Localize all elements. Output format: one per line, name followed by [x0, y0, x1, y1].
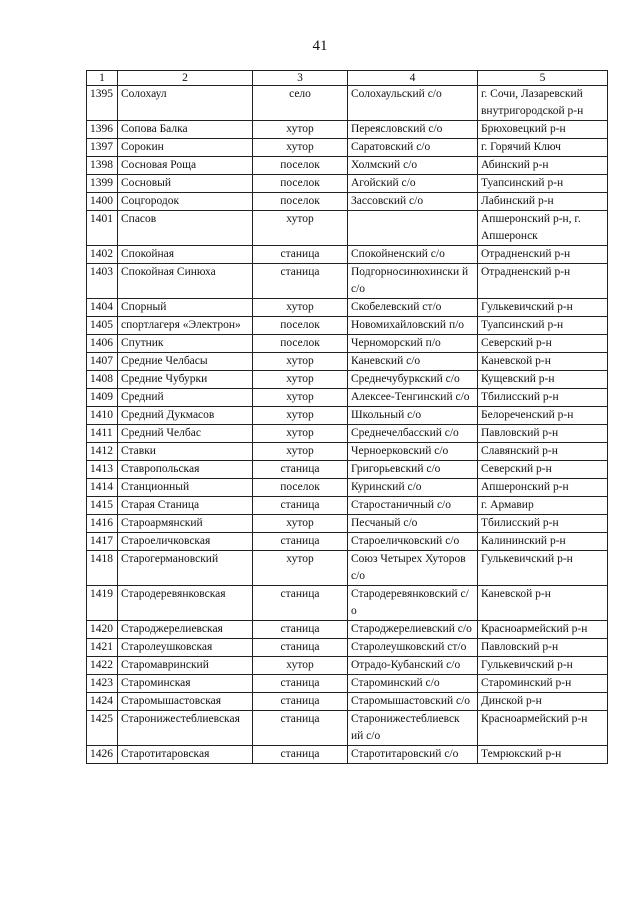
settlement-name-cell: Старотитаровская — [118, 746, 253, 764]
row-number-cell: 1403 — [87, 264, 118, 299]
district-cell: Туапсинский р-н — [478, 317, 608, 335]
settlement-type-cell: станица — [253, 693, 348, 711]
settlement-name-cell: Спорный — [118, 299, 253, 317]
table-row — [87, 139, 608, 157]
settlement-type-cell: хутор — [253, 425, 348, 443]
settlement-type-cell: поселок — [253, 157, 348, 175]
row-number-cell: 1411 — [87, 425, 118, 443]
page-number: 41 — [312, 38, 328, 54]
settlement-name-cell: Спокойная — [118, 246, 253, 264]
district-cell: Гулькевичский р-н — [478, 299, 608, 317]
row-number-cell: 1406 — [87, 335, 118, 353]
district-cell: Павловский р-н — [478, 425, 608, 443]
district-cell: Северский р-н — [478, 461, 608, 479]
settlement-name-cell: Старомышастовская — [118, 693, 253, 711]
row-number-cell: 1399 — [87, 175, 118, 193]
row-number-cell: 1405 — [87, 317, 118, 335]
settlement-name-cell: Спутник — [118, 335, 253, 353]
district-cell: Брюховецкий р-н — [478, 121, 608, 139]
district-cell: Староминский р-н — [478, 675, 608, 693]
settlement-type-cell: станица — [253, 746, 348, 764]
settlement-name-cell: Спасов — [118, 211, 253, 246]
council-cell: Григорьевский с/о — [348, 461, 478, 479]
row-number-cell: 1425 — [87, 711, 118, 746]
district-cell: Кущевский р-н — [478, 371, 608, 389]
district-cell: Тбилисский р-н — [478, 515, 608, 533]
settlement-name-cell: Старолеушковская — [118, 639, 253, 657]
settlement-type-cell: поселок — [253, 193, 348, 211]
district-cell: Туапсинский р-н — [478, 175, 608, 193]
row-number-cell: 1400 — [87, 193, 118, 211]
table-row — [87, 657, 608, 675]
table-row — [87, 353, 608, 371]
council-cell: Старонижестеблиевск ий с/о — [348, 711, 478, 746]
table-row — [87, 264, 608, 299]
table-row — [87, 157, 608, 175]
district-cell: Гулькевичский р-н — [478, 657, 608, 675]
row-number-cell: 1408 — [87, 371, 118, 389]
row-number-cell: 1410 — [87, 407, 118, 425]
council-cell: Подгорносинюхински й с/о — [348, 264, 478, 299]
district-cell: Каневской р-н — [478, 353, 608, 371]
settlement-name-cell: Сорокин — [118, 139, 253, 157]
row-number-cell: 1420 — [87, 621, 118, 639]
council-cell: Саратовский с/о — [348, 139, 478, 157]
table-row — [87, 551, 608, 586]
table-row — [87, 711, 608, 746]
settlement-name-cell: Староминская — [118, 675, 253, 693]
council-cell: Черноморский п/о — [348, 335, 478, 353]
row-number-cell: 1409 — [87, 389, 118, 407]
table-row — [87, 693, 608, 711]
council-cell: Переясловский с/о — [348, 121, 478, 139]
settlement-type-cell: станица — [253, 639, 348, 657]
district-cell: г. Армавир — [478, 497, 608, 515]
council-cell: Агойский с/о — [348, 175, 478, 193]
council-cell: Старомышастовский с/о — [348, 693, 478, 711]
column-header: 5 — [478, 71, 608, 86]
district-cell: Калининский р-н — [478, 533, 608, 551]
council-cell: Спокойненский с/о — [348, 246, 478, 264]
council-cell: Староминский с/о — [348, 675, 478, 693]
settlement-name-cell: Средние Чубурки — [118, 371, 253, 389]
district-cell: Абинский р-н — [478, 157, 608, 175]
table-row — [87, 175, 608, 193]
settlement-type-cell: хутор — [253, 389, 348, 407]
settlements-table — [86, 70, 608, 764]
row-number-cell: 1407 — [87, 353, 118, 371]
table-row — [87, 389, 608, 407]
district-cell: Красноармейский р-н — [478, 621, 608, 639]
settlement-type-cell: станица — [253, 533, 348, 551]
table-row — [87, 193, 608, 211]
settlement-type-cell: станица — [253, 497, 348, 515]
row-number-cell: 1419 — [87, 586, 118, 621]
settlement-name-cell: Сосновая Роща — [118, 157, 253, 175]
council-cell: Союз Четырех Хуторов с/о — [348, 551, 478, 586]
settlement-name-cell: Средний Дукмасов — [118, 407, 253, 425]
council-cell: Староджерелиевский с/о — [348, 621, 478, 639]
settlement-name-cell: Ставки — [118, 443, 253, 461]
table-row — [87, 639, 608, 657]
settlement-name-cell: Сопова Балка — [118, 121, 253, 139]
table-row — [87, 746, 608, 764]
council-cell: Черноерковский с/о — [348, 443, 478, 461]
table-row — [87, 211, 608, 246]
settlement-type-cell: поселок — [253, 479, 348, 497]
council-cell: Староеличковский с/о — [348, 533, 478, 551]
district-cell: Динской р-н — [478, 693, 608, 711]
settlement-name-cell: Староджерелиевская — [118, 621, 253, 639]
settlement-type-cell: хутор — [253, 121, 348, 139]
settlement-name-cell: Старонижестеблиевская — [118, 711, 253, 746]
settlement-type-cell: село — [253, 86, 348, 121]
settlement-type-cell: хутор — [253, 211, 348, 246]
district-cell: Павловский р-н — [478, 639, 608, 657]
council-cell: Холмский с/о — [348, 157, 478, 175]
row-number-cell: 1402 — [87, 246, 118, 264]
table-row — [87, 675, 608, 693]
table-row — [87, 533, 608, 551]
row-number-cell: 1415 — [87, 497, 118, 515]
settlement-type-cell: хутор — [253, 443, 348, 461]
district-cell: Лабинский р-н — [478, 193, 608, 211]
row-number-cell: 1404 — [87, 299, 118, 317]
settlement-type-cell: поселок — [253, 335, 348, 353]
district-cell: Отрадненский р-н — [478, 264, 608, 299]
council-cell: Алексее-Тенгинский с/о — [348, 389, 478, 407]
settlement-name-cell: Старая Станица — [118, 497, 253, 515]
column-header: 1 — [87, 71, 118, 86]
settlement-type-cell: станица — [253, 675, 348, 693]
settlement-name-cell: Старогермановский — [118, 551, 253, 586]
district-cell: Каневской р-н — [478, 586, 608, 621]
table-row — [87, 443, 608, 461]
table-row — [87, 479, 608, 497]
council-cell: Среднечубуркский с/о — [348, 371, 478, 389]
row-number-cell: 1414 — [87, 479, 118, 497]
settlement-name-cell: Староармянский — [118, 515, 253, 533]
row-number-cell: 1401 — [87, 211, 118, 246]
settlement-name-cell: Сосновый — [118, 175, 253, 193]
table-row — [87, 461, 608, 479]
settlement-type-cell: хутор — [253, 353, 348, 371]
row-number-cell: 1416 — [87, 515, 118, 533]
row-number-cell: 1422 — [87, 657, 118, 675]
settlement-name-cell: спортлагеря «Электрон» — [118, 317, 253, 335]
row-number-cell: 1423 — [87, 675, 118, 693]
settlement-type-cell: хутор — [253, 551, 348, 586]
settlement-type-cell: хутор — [253, 407, 348, 425]
district-cell: Красноармейский р-н — [478, 711, 608, 746]
district-cell: г. Сочи, Лазаревский внутригородской р-н — [478, 86, 608, 121]
settlement-type-cell: станица — [253, 621, 348, 639]
table-row — [87, 371, 608, 389]
council-cell: Школьный с/о — [348, 407, 478, 425]
settlement-type-cell: станица — [253, 586, 348, 621]
settlement-type-cell: хутор — [253, 515, 348, 533]
council-cell: Каневский с/о — [348, 353, 478, 371]
table-row — [87, 299, 608, 317]
settlement-name-cell: Староеличковская — [118, 533, 253, 551]
settlement-name-cell: Средний — [118, 389, 253, 407]
settlement-name-cell: Средние Челбасы — [118, 353, 253, 371]
table-header-row — [87, 71, 608, 86]
settlement-name-cell: Солохаул — [118, 86, 253, 121]
settlement-type-cell: станица — [253, 264, 348, 299]
row-number-cell: 1424 — [87, 693, 118, 711]
table-row — [87, 621, 608, 639]
council-cell: Старотитаровский с/о — [348, 746, 478, 764]
council-cell: Новомихайловский п/о — [348, 317, 478, 335]
row-number-cell: 1413 — [87, 461, 118, 479]
table-row — [87, 335, 608, 353]
council-cell: Зассовский с/о — [348, 193, 478, 211]
row-number-cell: 1421 — [87, 639, 118, 657]
council-cell — [348, 211, 478, 246]
settlement-type-cell: хутор — [253, 657, 348, 675]
settlement-name-cell: Станционный — [118, 479, 253, 497]
district-cell: Темрюкский р-н — [478, 746, 608, 764]
district-cell: Апшеронский р-н — [478, 479, 608, 497]
settlement-type-cell: хутор — [253, 139, 348, 157]
table-row — [87, 407, 608, 425]
column-header: 4 — [348, 71, 478, 86]
district-cell: Северский р-н — [478, 335, 608, 353]
table-body — [87, 86, 608, 764]
district-cell: Тбилисский р-н — [478, 389, 608, 407]
settlement-name-cell: Соцгородок — [118, 193, 253, 211]
settlement-type-cell: станица — [253, 461, 348, 479]
row-number-cell: 1398 — [87, 157, 118, 175]
settlement-name-cell: Стародеревянковская — [118, 586, 253, 621]
column-header: 3 — [253, 71, 348, 86]
council-cell: Скобелевский ст/о — [348, 299, 478, 317]
settlement-type-cell: поселок — [253, 175, 348, 193]
district-cell: Славянский р-н — [478, 443, 608, 461]
row-number-cell: 1417 — [87, 533, 118, 551]
settlement-type-cell: поселок — [253, 317, 348, 335]
settlement-name-cell: Старомавринский — [118, 657, 253, 675]
table-row — [87, 497, 608, 515]
table-row — [87, 515, 608, 533]
council-cell: Старостаничный с/о — [348, 497, 478, 515]
table-row — [87, 425, 608, 443]
row-number-cell: 1397 — [87, 139, 118, 157]
council-cell: Среднечелбасский с/о — [348, 425, 478, 443]
district-cell: г. Горячий Ключ — [478, 139, 608, 157]
row-number-cell: 1395 — [87, 86, 118, 121]
row-number-cell: 1418 — [87, 551, 118, 586]
table-row — [87, 317, 608, 335]
table-row — [87, 121, 608, 139]
district-cell: Апшеронский р-н, г. Апшеронск — [478, 211, 608, 246]
council-cell: Отрадо-Кубанский с/о — [348, 657, 478, 675]
council-cell: Куринский с/о — [348, 479, 478, 497]
row-number-cell: 1412 — [87, 443, 118, 461]
district-cell: Отрадненский р-н — [478, 246, 608, 264]
council-cell: Старолеушковский ст/о — [348, 639, 478, 657]
council-cell: Солохаульский с/о — [348, 86, 478, 121]
settlement-type-cell: станица — [253, 711, 348, 746]
settlement-type-cell: хутор — [253, 371, 348, 389]
council-cell: Песчаный с/о — [348, 515, 478, 533]
row-number-cell: 1426 — [87, 746, 118, 764]
row-number-cell: 1396 — [87, 121, 118, 139]
settlement-type-cell: хутор — [253, 299, 348, 317]
table-row — [87, 586, 608, 621]
settlement-type-cell: станица — [253, 246, 348, 264]
settlement-name-cell: Ставропольская — [118, 461, 253, 479]
district-cell: Гулькевичский р-н — [478, 551, 608, 586]
column-header: 2 — [118, 71, 253, 86]
district-cell: Белореченский р-н — [478, 407, 608, 425]
table-row — [87, 246, 608, 264]
table-row — [87, 86, 608, 121]
council-cell: Стародеревянковский с/о — [348, 586, 478, 621]
settlement-name-cell: Средний Челбас — [118, 425, 253, 443]
settlement-name-cell: Спокойная Синюха — [118, 264, 253, 299]
